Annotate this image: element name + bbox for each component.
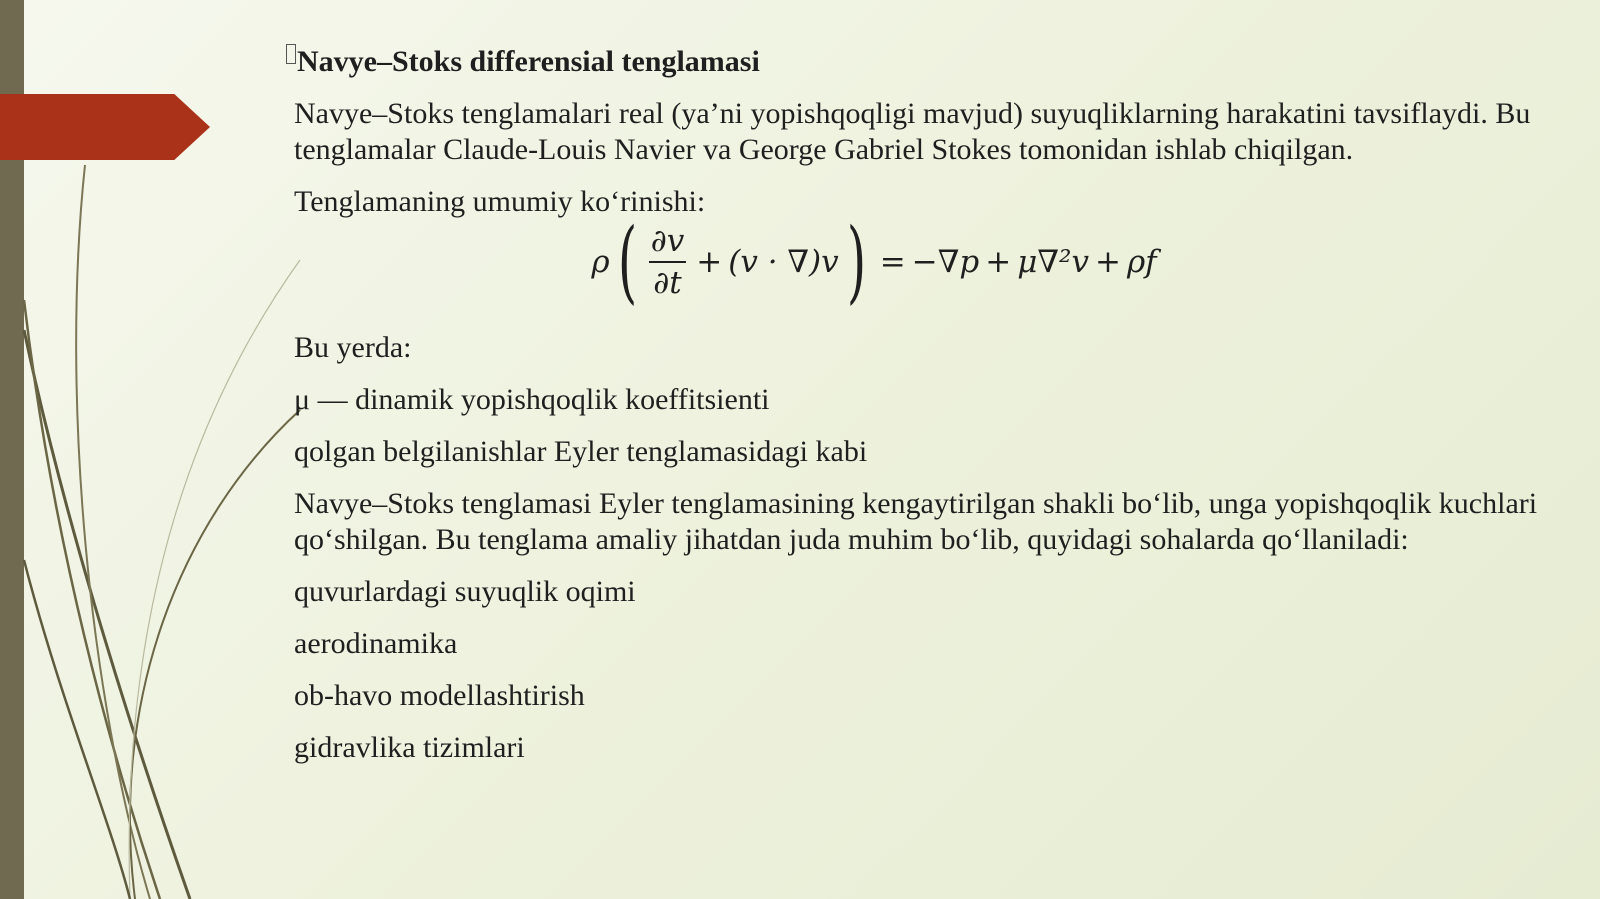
explanation-paragraph: Navye–Stoks tenglamasi Eyler tenglamasining kengaytirilgan shakli bo‘lib, unga yopishqoqlik kuchlari qo‘shilgan. Bu tenglama amaliy jihatdan juda muhim bo‘lib, quyidagi sohalarda qo‘llaniladi: <box>294 487 1538 556</box>
list-item: ob-havo modellashtirish <box>294 679 585 712</box>
mu-definition: μ — dinamik yopishqoqlik koeffitsienti <box>294 383 770 416</box>
slide-title: Navye–Stoks differensial tenglamasi <box>294 44 1554 80</box>
formula-pressure-term: −∇p <box>911 244 980 280</box>
others-definition: qolgan belgilanishlar Eyler tenglamasidagi kabi <box>294 435 868 468</box>
list-item: quvurlardagi suyuqlik oqimi <box>294 575 636 608</box>
formula-body-force-term: ρf <box>1126 244 1157 280</box>
formula-viscous-term: μ∇²v <box>1017 244 1089 280</box>
formula-plus-3: + <box>1094 244 1121 280</box>
placeholder-glyph-icon <box>286 44 296 64</box>
general-form-label: Tenglamaning umumiy ko‘rinishi: <box>294 185 706 218</box>
formula-denominator: ∂t <box>653 265 682 301</box>
formula-numerator: ∂v <box>649 223 687 263</box>
where-label: Bu yerda: <box>294 331 412 364</box>
formula-plus-2: + <box>985 244 1012 280</box>
list-item: gidravlika tizimlari <box>294 731 525 764</box>
navier-stokes-formula <box>574 209 1174 314</box>
formula-right-paren: ) <box>846 209 866 314</box>
formula-left-paren: ( <box>617 209 637 314</box>
formula-equals: = <box>879 244 906 280</box>
formula-rho: ρ <box>591 244 610 280</box>
formula-convective-term: (v · ∇)v <box>728 244 839 280</box>
slide-content <box>294 44 1554 782</box>
intro-paragraph: Navye–Stoks tenglamalari real (ya’ni yopishqoqligi mavjud) suyuqliklarning harakatini tavsiflaydi. Bu tenglamalar Claude-Louis Navier va George Gabriel Stokes tomonidan ishlab chiqilgan. <box>294 97 1531 166</box>
accent-arrow-shape <box>0 94 210 160</box>
list-item: aerodinamika <box>294 627 458 660</box>
formula-fraction <box>649 223 687 301</box>
formula-plus-1: + <box>696 244 723 280</box>
